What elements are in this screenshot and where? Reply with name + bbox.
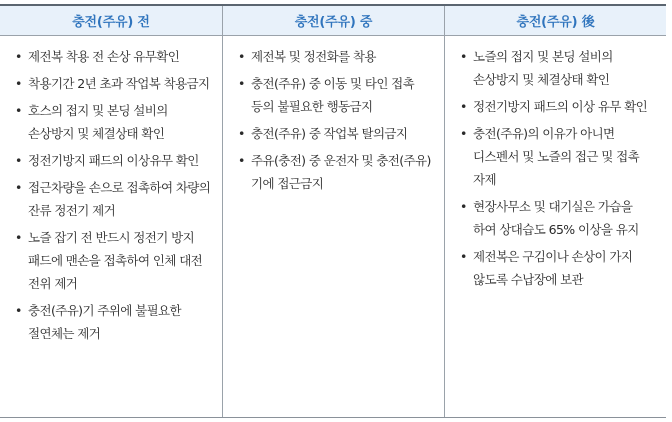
list-item: • 충전(주유)기 주위에 불필요한 절연체는 제거 [12,299,214,345]
list-item: • 정전기방지 패드의 이상유무 확인 [12,149,214,172]
list-item: • 충전(주유)의 이유가 아니면 디스펜서 및 노즐의 접근 및 접촉 자제 [457,122,658,191]
list-item: • 정전기방지 패드의 이상 유무 확인 [457,95,658,118]
list-item: • 접근차량을 손으로 접촉하여 차량의 잔류 정전기 제거 [12,176,214,222]
list-item: • 호스의 접지 및 본딩 설비의 손상방지 및 체결상태 확인 [12,99,214,145]
list-item: • 충전(주유) 중 이동 및 타인 접촉 등의 불필요한 행동금지 [235,72,436,118]
item-list [0,36,222,345]
column-header: 충전(주유) 중 [223,6,444,36]
column-after [444,6,666,417]
list-item: • 착용기간 2년 초과 작업복 착용금지 [12,72,214,95]
column-during [222,6,444,417]
list-item: • 제전복 착용 전 손상 유무확인 [12,45,214,68]
item-list [223,36,444,195]
item-list [445,36,666,291]
list-item: • 현장사무소 및 대기실은 가습을 하여 상대습도 65% 이상을 유지 [457,195,658,241]
column-header: 충전(주유) 전 [0,6,222,36]
list-item: • 주유(충전) 중 운전자 및 충전(주유)기에 접근금지 [235,149,436,195]
list-item: • 충전(주유) 중 작업복 탈의금지 [235,122,436,145]
column-before [0,6,222,417]
list-item: • 노즐 잡기 전 반드시 정전기 방지 패드에 맨손을 접촉하여 인체 대전 전위 제거 [12,226,214,295]
column-header: 충전(주유) 後 [445,6,666,36]
list-item: • 제전복은 구김이나 손상이 가지 않도록 수납장에 보관 [457,245,658,291]
safety-table [0,4,666,418]
list-item: • 노즐의 접지 및 본딩 설비의 손상방지 및 체결상태 확인 [457,45,658,91]
list-item: • 제전복 및 정전화를 착용 [235,45,436,68]
